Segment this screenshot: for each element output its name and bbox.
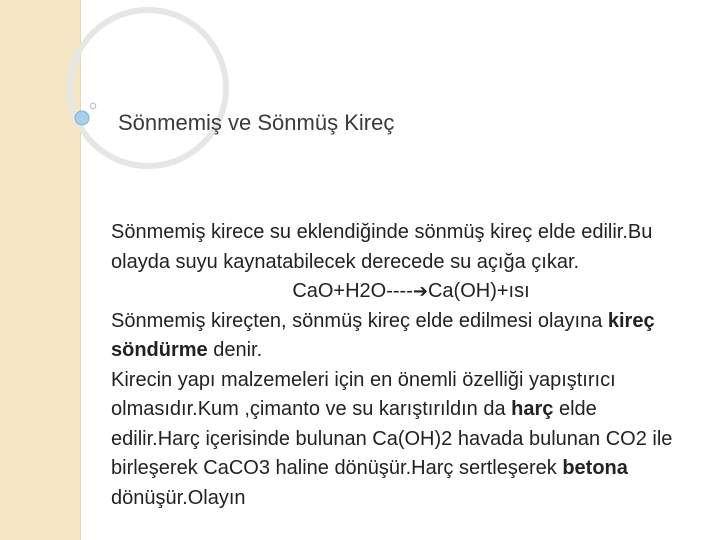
paragraph-2-after: denir. — [207, 339, 263, 361]
small-ring-icon — [90, 103, 96, 109]
paragraph-3-part3: dönüşür.Olayın — [111, 486, 246, 509]
paragraph-3-part1: Kirecin yapı malzemeleri için en önemli özelliği yapıştırıcı olmasıdır.Kum ,çimanto ve su karıştırıldın da — [111, 368, 616, 420]
paragraph-2 — [111, 307, 691, 366]
slide-title: Sönmemiş ve Sönmüş Kireç — [118, 110, 395, 135]
equation-left: CaO+H2O---- — [292, 280, 413, 302]
bullet-dot-icon — [75, 111, 89, 125]
equation-right: Ca(OH)+ısı — [427, 280, 530, 302]
paragraph-2-bold: kireç söndürme — [111, 309, 655, 361]
paragraph-3-part2: elde edilir.Harç içerisinde bulunan Ca(OH)2 havada bulunan CO2 ile birleşerek CaCO3 haline dönüşür.Harç sertleşerek — [111, 398, 673, 479]
paragraph-3 — [111, 366, 691, 514]
paragraph-3-bold-betona: betona — [562, 457, 628, 479]
large-ring-icon — [70, 10, 226, 166]
paragraph-1: Sönmemiş kirece su eklendiğinde sönmüş kireç elde edilir.Bu olayda suyu kaynatabilecek derecede su açığa çıkar. — [111, 221, 653, 273]
paragraph-3-bold-harc: harç — [511, 398, 554, 420]
arrow-right-icon: ➔ — [412, 281, 428, 302]
paragraph-2-before: Sönmemiş kireçten, sönmüş kireç elde edilmesi olayına — [111, 309, 608, 332]
chemical-equation — [111, 277, 691, 307]
slide-body — [111, 218, 691, 513]
